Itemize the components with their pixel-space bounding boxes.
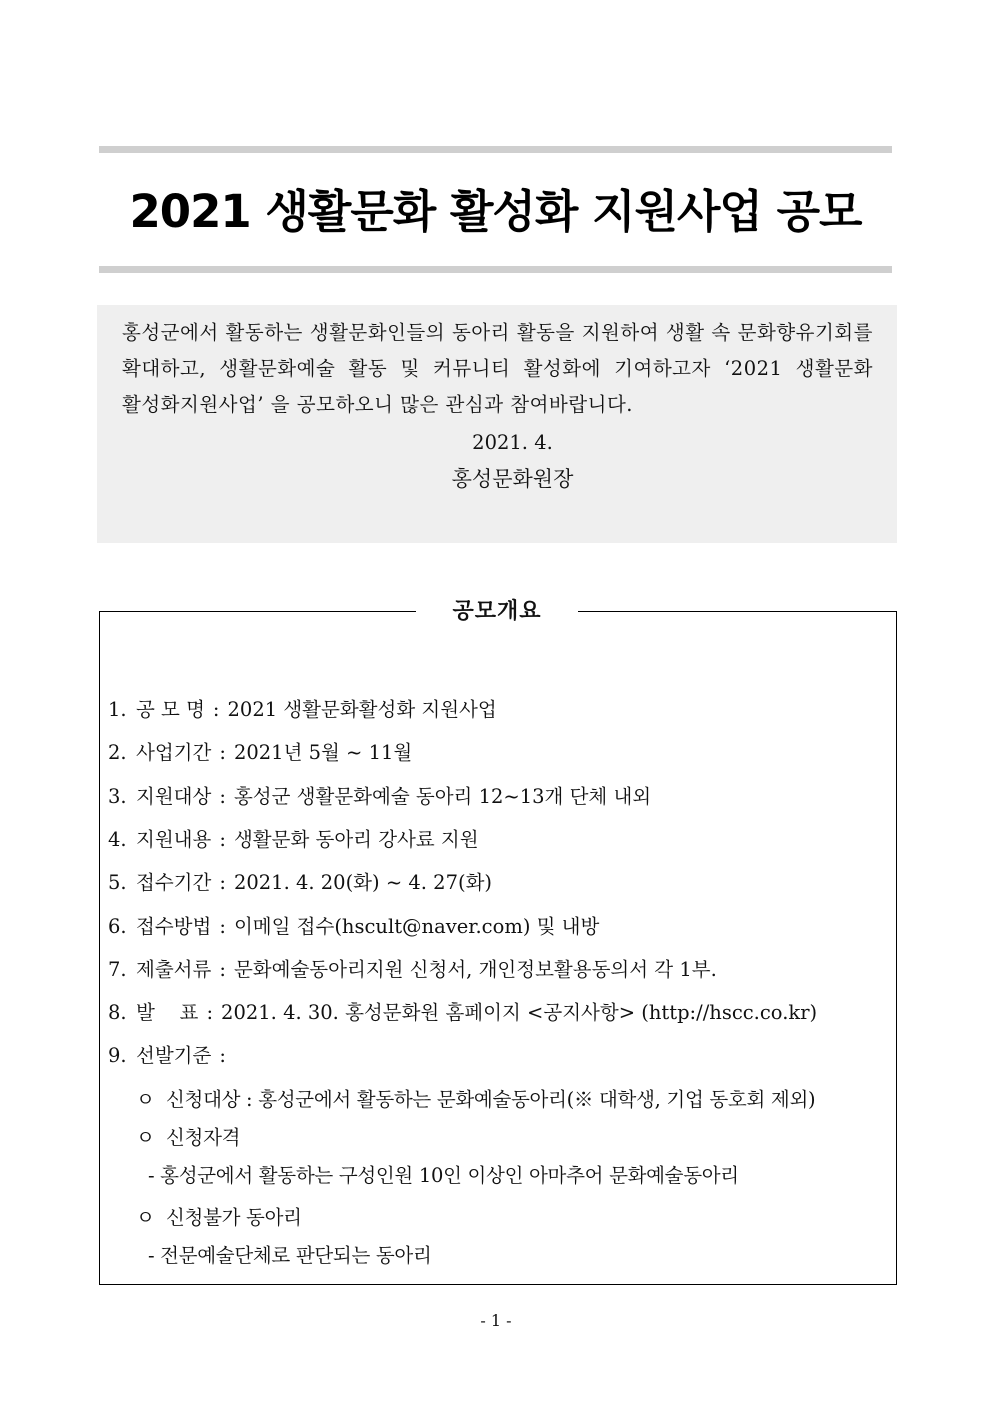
criteria-qualification [136,1123,240,1153]
circle-bullet-icon: ㅇ [136,1206,155,1229]
item-number: 1. [108,698,127,721]
item-label: 지원대상 [136,785,212,808]
item-value: 홍성군 생활문화예술 동아리 12~13개 단체 내외 [233,785,652,808]
overview-item-name [108,695,497,725]
criteria-text: 신청자격 [166,1126,241,1149]
circle-bullet-icon: ㅇ [136,1126,155,1149]
overview-item-criteria [108,1041,234,1071]
item-value: 문화예술동아리지원 신청서, 개인정보활용동의서 각 1부. [233,958,717,981]
overview-item-application-period [108,868,492,898]
item-number: 4. [108,828,127,851]
title-top-rule [99,146,892,153]
overview-item-support [108,825,479,855]
item-colon: : [206,1001,214,1024]
item-number: 2. [108,741,127,764]
item-value: 이메일 접수(hscult@naver.com) 및 내방 [233,915,600,938]
item-number: 3. [108,785,127,808]
item-value: 2021. 4. 30. 홍성문화원 홈페이지 <공지사항> (http://hscc.co.kr) [221,1001,818,1024]
page-number: - 1 - [480,1311,512,1330]
intro-text: 홍성군에서 활동하는 생활문화인들의 동아리 활동을 지원하여 생활 속 문화향유기회를 확대하고, 생활문화예술 활동 및 커뮤니티 활성화에 기여하고자 ‘2021 생활문화 활성화지원사업’ 을 공모하오니 많은 관심과 참여바랍니다. [122,321,873,416]
item-label: 지원내용 [136,828,212,851]
intro-date: 2021. 4. [472,431,553,454]
item-number: 8. [108,1001,127,1024]
item-colon: : [219,785,226,808]
item-label: 접수기간 [136,871,212,894]
item-number: 9. [108,1044,127,1067]
criteria-ineligible-detail: - 전문예술단체로 판단되는 동아리 [148,1244,432,1267]
item-label: 선발기준 [136,1044,212,1067]
title-bottom-rule [99,266,892,273]
item-number: 6. [108,915,127,938]
criteria-ineligible [136,1203,302,1233]
item-colon: : [219,828,226,851]
overview-item-announcement [108,998,817,1028]
overview-heading: 공모개요 [452,598,542,624]
item-colon: : [219,1044,226,1067]
item-colon: : [219,958,226,981]
circle-bullet-icon: ㅇ [136,1088,155,1111]
item-value: 생활문화 동아리 강사료 지원 [233,828,479,851]
item-number: 5. [108,871,127,894]
page-title: 2021 생활문화 활성화 지원사업 공모 [129,185,862,238]
item-number: 7. [108,958,127,981]
overview-item-documents [108,955,717,985]
item-label: 사업기간 [136,741,212,764]
item-label: 발 표 [136,1001,199,1024]
item-colon: : [219,741,226,764]
item-value: 2021. 4. 20(화) ~ 4. 27(화) [233,871,493,894]
item-label: 접수방법 [136,915,212,938]
intro-organization: 홍성문화원장 [451,467,574,491]
criteria-qualification-detail: - 홍성군에서 활동하는 구성인원 10인 이상인 아마추어 문화예술동아리 [148,1164,739,1187]
item-colon: : [219,871,226,894]
criteria-text: 신청대상 : 홍성군에서 활동하는 문화예술동아리(※ 대학생, 기업 동호회 제외) [166,1088,816,1111]
overview-item-target [108,782,651,812]
overview-item-period [108,738,412,768]
item-label: 제출서류 [136,958,212,981]
item-colon: : [212,698,220,721]
item-label: 공 모 명 [136,698,205,721]
item-value: 2021년 5월 ~ 11월 [233,741,413,764]
intro-box [97,305,897,543]
item-value: 2021 생활문화활성화 지원사업 [227,698,497,721]
item-colon: : [219,915,226,938]
overview-item-application-method [108,912,599,942]
criteria-eligible-target [136,1085,815,1115]
criteria-text: 신청불가 동아리 [166,1206,302,1229]
